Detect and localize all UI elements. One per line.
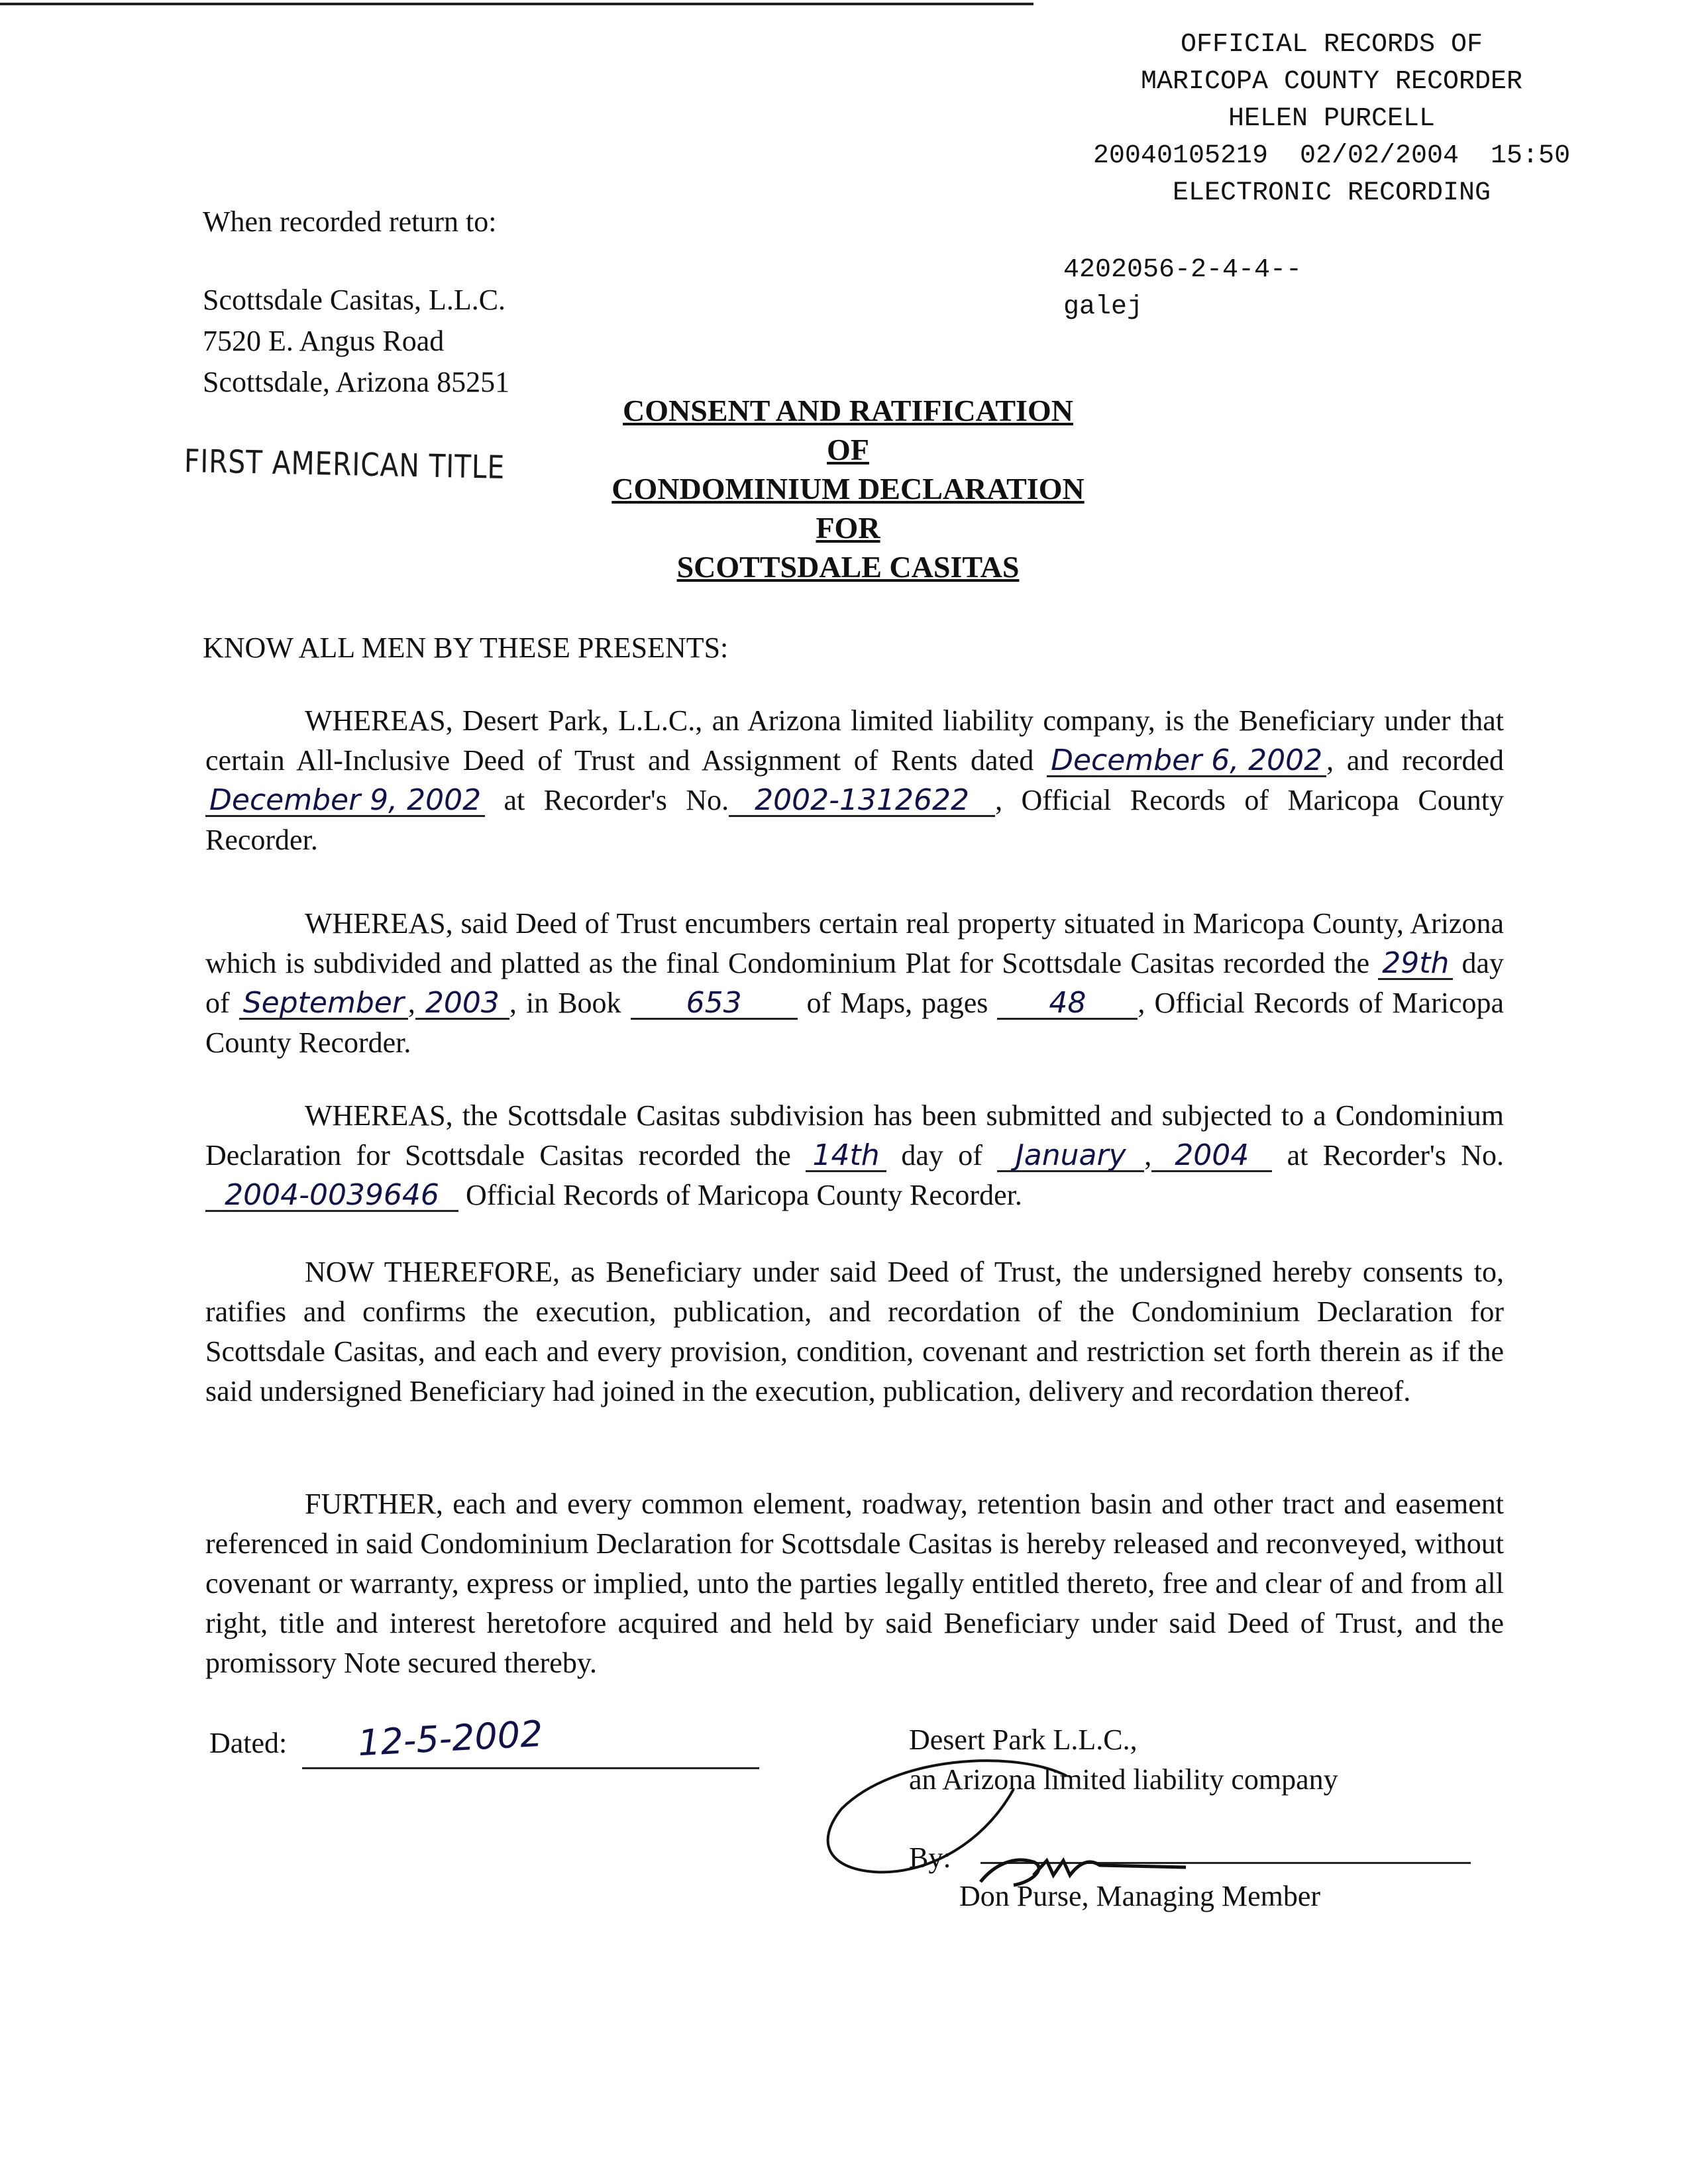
recording-number: 20040105219: [1092, 141, 1268, 171]
paragraph-5: FURTHER, each and every common element, roadway, retention basin and other tract and easement referenced in said Condominium Declaration for Scottsdale Casitas is hereby released and reconveyed, without covenant or warranty, express or implied, unto the parties legally entitled thereto, free and clear of and from all right, title and interest heretofore acquired and held by said Beneficiary under said Deed of Trust, and the promissory Note secured thereby.: [205, 1488, 1504, 1679]
return-address: [203, 201, 509, 403]
records-line-5: ELECTRONIC RECORDING: [1172, 178, 1491, 208]
plat-year-field: 2003: [415, 989, 509, 1020]
return-name: Scottsdale Casitas, L.L.C.: [203, 284, 506, 316]
deed-recorded-date-field: December 9, 2002: [205, 786, 485, 817]
top-rule: [0, 3, 1034, 5]
plat-day-field: 29th: [1378, 949, 1453, 980]
paragraph-3: WHEREAS, the Scottsdale Casitas subdivision has been submitted and subjected to a Condominium Declaration for Scottsdale Casitas recorded the 14th day of January , 2004 at Recorder's No. 2004-0039646 Official Records of Maricopa County Recorder.: [205, 1099, 1505, 1212]
handwritten-signature: [815, 1749, 1212, 1908]
title-line-5: SCOTTSDALE CASITAS: [676, 550, 1020, 584]
company-type: an Arizona limited liability company: [909, 1763, 1338, 1796]
records-line-1: OFFICIAL RECORDS OF: [1180, 30, 1483, 60]
signer-name: Don Purse, Managing Member: [959, 1880, 1321, 1912]
title-line-1: CONSENT AND RATIFICATION: [623, 394, 1073, 427]
paragraph-4: NOW THEREFORE, as Beneficiary under said Deed of Trust, the undersigned hereby consents to, ratifies and confirms the execution, publication, and recordation of the Condominium Declaration for Scottsdale Casitas, and each and every provision, condition, covenant and restriction set forth therein as if the said undersigned Beneficiary had joined in the execution, publication, delivery and recordation thereof.: [205, 1256, 1504, 1407]
return-street: 7520 E. Angus Road: [203, 325, 445, 357]
return-city: Scottsdale, Arizona 85251: [203, 366, 510, 398]
plat-book-field: 653: [631, 989, 798, 1020]
declaration-recorder-number-field: 2004-0039646: [205, 1181, 458, 1212]
declaration-day-field: 14th: [806, 1141, 886, 1172]
paragraph-1: WHEREAS, Desert Park, L.L.C., an Arizona limited liability company, is the Beneficiary under that certain All-Inclusive Deed of Trust and Assignment of Rents dated December 6, 2002 , and recorded December 9, 2002 at Recorder's No. 2002-1312622 , Official Records of Maricopa County Recorder.: [205, 704, 1505, 856]
recording-code-block: [1063, 252, 1302, 326]
recording-user: galej: [1063, 292, 1143, 322]
recording-time: 15:50: [1491, 141, 1571, 171]
title-company-stamp: FIRST AMERICAN TITLE: [184, 443, 505, 486]
records-line-2: MARICOPA COUNTY RECORDER: [1140, 67, 1523, 97]
recording-header: [1034, 27, 1630, 212]
title-line-4: FOR: [816, 511, 880, 545]
dated-label: Dated:: [209, 1727, 288, 1759]
recording-date: 02/02/2004: [1299, 141, 1459, 171]
intro-line: KNOW ALL MEN BY THESE PRESENTS:: [203, 631, 729, 664]
plat-pages-field: 48: [997, 989, 1138, 1020]
records-number-line: [1034, 138, 1630, 175]
plat-month-field: September: [239, 989, 408, 1020]
company-name: Desert Park L.L.C.,: [909, 1723, 1138, 1756]
return-label: When recorded return to:: [203, 205, 497, 238]
dated-value: 12-5-2002: [356, 1712, 544, 1765]
records-line-3: HELEN PURCELL: [1228, 104, 1436, 134]
by-label: By:: [909, 1841, 951, 1874]
paragraph-2: WHEREAS, said Deed of Trust encumbers certain real property situated in Maricopa County, Arizona which is subdivided and platted as the final Condominium Plat for Scottsdale Casitas recorded the 29th day of September , 2003 , in Book 653 of Maps, pages 48 , Official Records of Maricopa County Recorder.: [205, 907, 1505, 1059]
title-line-3: CONDOMINIUM DECLARATION: [611, 472, 1085, 506]
deed-recorder-number-field: 2002-1312622: [729, 786, 995, 817]
declaration-year-field: 2004: [1151, 1141, 1272, 1172]
declaration-month-field: January: [997, 1141, 1144, 1172]
deed-date-field: December 6, 2002: [1047, 746, 1326, 777]
title-line-2: OF: [827, 433, 869, 466]
document-title: [530, 391, 1166, 586]
recording-code: 4202056-2-4-4--: [1063, 255, 1302, 285]
